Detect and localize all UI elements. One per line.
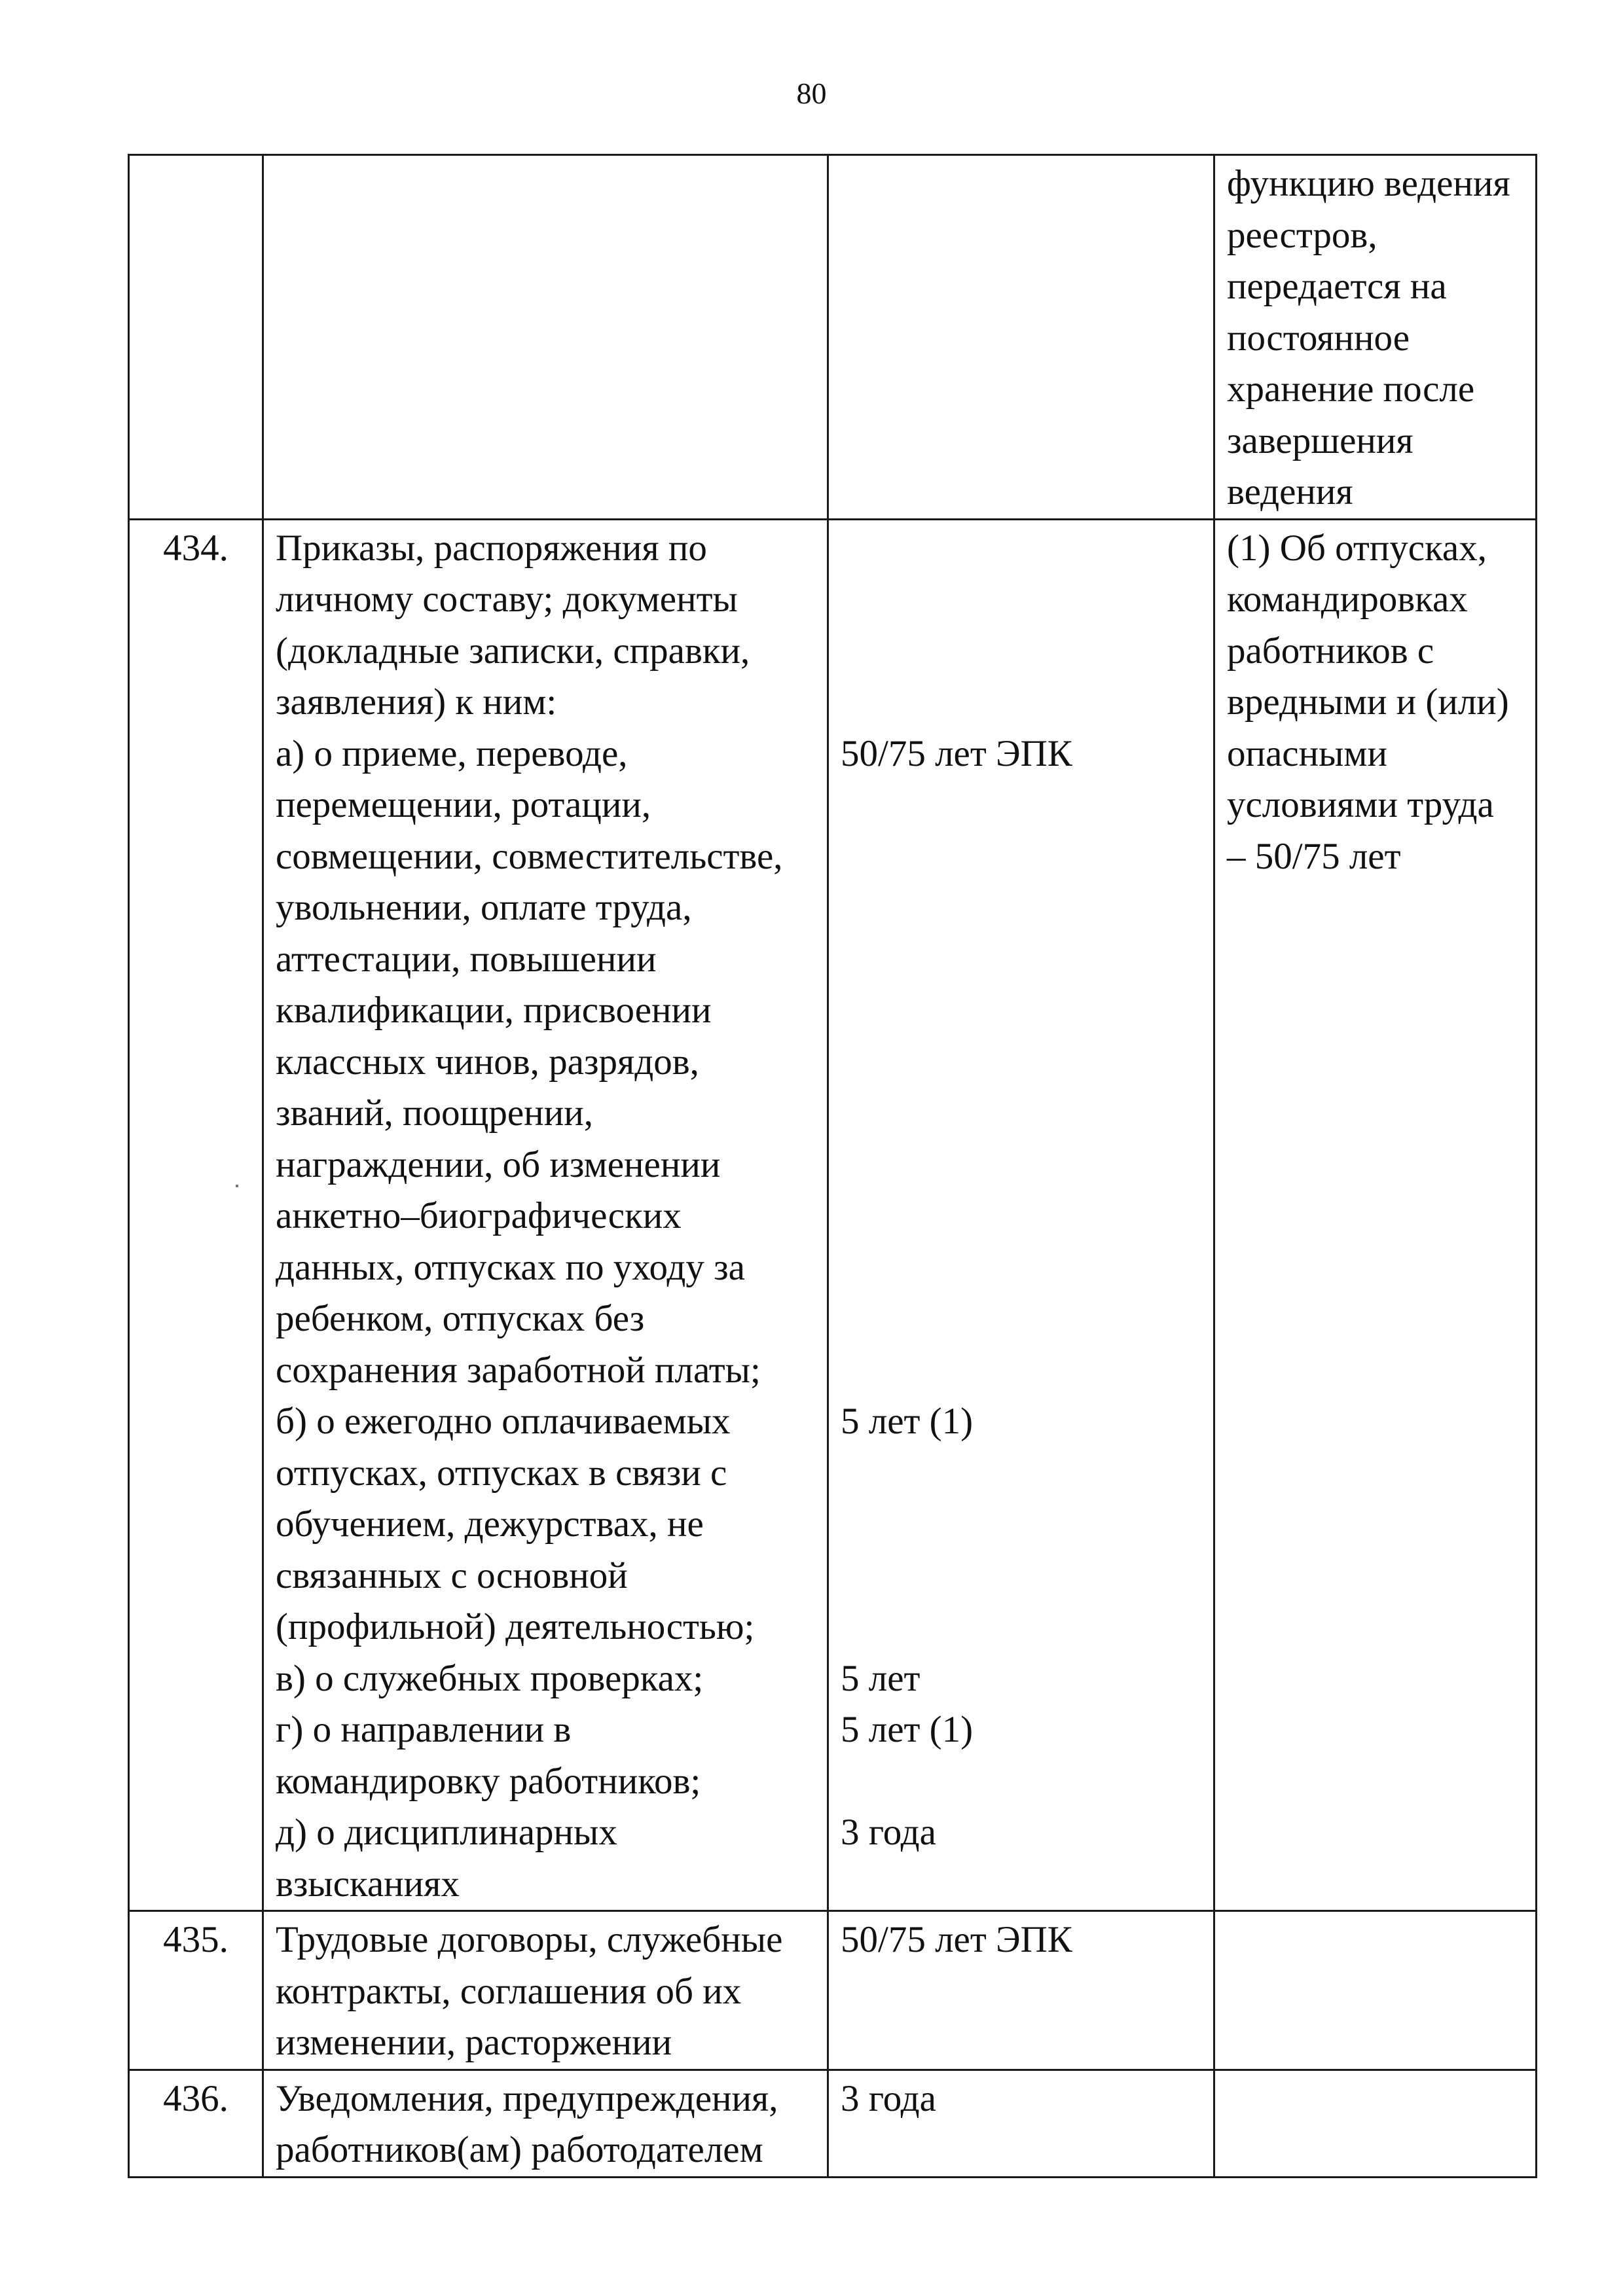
term-v: 5 лет (841, 1657, 921, 1699)
title-line: заявления) к ним: (276, 681, 557, 723)
title-line: анкетно–биографических (276, 1195, 682, 1236)
note-cell (1214, 1911, 1537, 2070)
note-line: ведения (1227, 471, 1353, 512)
retention-term-cell (828, 2070, 1214, 2177)
item-number-cell (129, 155, 263, 520)
item-number-cell: 435. (129, 1911, 263, 2070)
note-cell (1214, 2070, 1537, 2177)
title-line: взысканиях (276, 1863, 460, 1905)
note-line: реестров, (1227, 214, 1377, 256)
note-line: командировках (1227, 579, 1468, 620)
item-title-cell (263, 2070, 828, 2177)
note-line: вредными и (или) (1227, 681, 1509, 723)
title-line: награждении, об изменении (276, 1143, 721, 1185)
retention-term-cell (828, 1911, 1214, 2070)
title-line: сохранения заработной платы; (276, 1349, 761, 1391)
item-number-cell: 434. (129, 519, 263, 1911)
item-title-cell (263, 1911, 828, 2070)
note-line: (1) Об отпусках, (1227, 527, 1487, 569)
table-row (129, 2070, 1537, 2177)
page-number: 80 (796, 77, 827, 110)
term-a: 50/75 лет ЭПК (841, 732, 1072, 774)
note-line: функцию ведения (1227, 163, 1510, 204)
title-line: работников(ам) работодателем (276, 2129, 763, 2170)
note-cell (1214, 519, 1537, 1911)
title-line: (докладные записки, справки, (276, 630, 750, 672)
title-line: ребенком, отпусках без (276, 1298, 645, 1339)
title-line: обучением, дежурствах, не (276, 1503, 704, 1545)
title-line: отпусках, отпусках в связи с (276, 1452, 727, 1494)
title-line: (профильной) деятельностью; (276, 1606, 755, 1647)
term: 50/75 лет ЭПК (841, 1919, 1072, 1960)
title-line: контракты, соглашения об их (276, 1970, 742, 2012)
note-line: работников с (1227, 630, 1434, 672)
title-line: классных чинов, разрядов, (276, 1041, 699, 1083)
title-line: а) о приеме, переводе, (276, 732, 628, 774)
title-line: совмещении, совместительстве, (276, 835, 783, 877)
item-title-cell (263, 155, 828, 520)
note-line: передается на (1227, 266, 1447, 307)
title-line: квалификации, присвоении (276, 990, 712, 1031)
title-line: данных, отпусках по уходу за (276, 1246, 745, 1288)
title-line: б) о ежегодно оплачиваемых (276, 1401, 731, 1442)
title-line: г) о направлении в (276, 1709, 572, 1750)
title-line: д) о дисциплинарных (276, 1812, 617, 1853)
records-retention-table (128, 154, 1537, 2178)
term-b: 5 лет (1) (841, 1401, 974, 1442)
title-line: аттестации, повышении (276, 938, 657, 980)
note-cell (1214, 155, 1537, 520)
table-row (129, 155, 1537, 520)
note-line: – 50/75 лет (1227, 835, 1401, 877)
retention-term-cell (828, 519, 1214, 1911)
retention-term-cell (828, 155, 1214, 520)
title-line: связанных с основной (276, 1554, 628, 1596)
term: 3 года (841, 2077, 936, 2119)
item-title-cell (263, 519, 828, 1911)
title-line: званий, поощрении, (276, 1092, 593, 1134)
scan-speck (236, 1185, 238, 1187)
note-line: условиями труда (1227, 784, 1494, 825)
note-line: постоянное (1227, 317, 1410, 359)
term-g: 5 лет (1) (841, 1709, 974, 1750)
table-row (129, 519, 1537, 1911)
item-number-cell: 436. (129, 2070, 263, 2177)
note-line: хранение после (1227, 368, 1475, 410)
title-line: личному составу; документы (276, 579, 738, 620)
title-line: перемещении, ротации, (276, 784, 651, 825)
note-line: завершения (1227, 420, 1413, 461)
term-d: 3 года (841, 1812, 936, 1853)
title-line: Уведомления, предупреждения, (276, 2077, 778, 2119)
title-line: Приказы, распоряжения по (276, 527, 707, 569)
title-line: увольнении, оплате труда, (276, 887, 692, 928)
title-line: Трудовые договоры, служебные (276, 1919, 783, 1960)
table-row (129, 1911, 1537, 2070)
title-line: изменении, расторжении (276, 2022, 672, 2063)
note-line: опасными (1227, 732, 1387, 774)
title-line: командировку работников; (276, 1760, 701, 1802)
title-line: в) о служебных проверках; (276, 1657, 704, 1699)
